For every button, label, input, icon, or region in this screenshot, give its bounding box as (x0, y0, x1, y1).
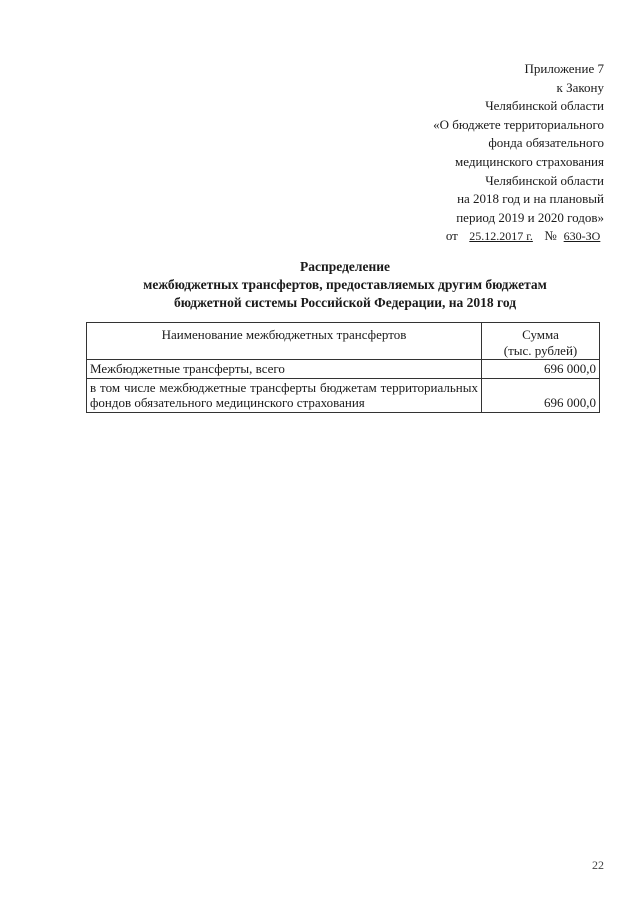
header-name: Наименование межбюджетных трансфертов (87, 323, 482, 360)
number-prefix: № (544, 228, 557, 244)
title-line-3: бюджетной системы Российской Федерации, на 2018 год (173, 295, 517, 310)
table-row (87, 360, 600, 379)
law-number: 630-ЗО (563, 229, 601, 244)
table-row (87, 378, 600, 412)
table-header-row (87, 323, 600, 360)
appendix-line: медицинского страхования (455, 153, 604, 169)
header-sum-line2: (тыс. рублей) (503, 342, 578, 358)
appendix-line: «О бюджете территориального (433, 116, 604, 132)
appendix-line: Челябинской области (485, 172, 604, 188)
law-date-number (304, 227, 604, 246)
appendix-line: период 2019 и 2020 годов» (456, 209, 604, 225)
date-prefix: от (445, 228, 458, 244)
header-sum (482, 323, 600, 360)
row-sum: 696 000,0 (482, 378, 600, 412)
appendix-line: Челябинской области (485, 98, 604, 114)
law-date: 25.12.2017 г. (469, 229, 533, 244)
transfers-table (86, 322, 600, 413)
appendix-line: Приложение 7 (524, 61, 604, 76)
title-line-1: Распределение (299, 259, 391, 274)
document-title (80, 258, 610, 312)
appendix-line: фонда обязательного (488, 135, 604, 151)
header-sum-line1: Сумма (522, 327, 559, 342)
appendix-block (304, 60, 604, 246)
appendix-line: на 2018 год и на плановый (457, 191, 604, 207)
row-sum: 696 000,0 (482, 360, 600, 379)
appendix-line: к Закону (556, 79, 604, 95)
row-name: в том числе межбюджетные трансферты бюджетам территориальных фондов обязательного медицинского страхования (87, 378, 482, 412)
title-line-2: межбюджетных трансфертов, предоставляемых другим бюджетам (143, 277, 547, 292)
row-name: Межбюджетные трансферты, всего (87, 360, 482, 379)
page-number: 22 (592, 858, 604, 872)
